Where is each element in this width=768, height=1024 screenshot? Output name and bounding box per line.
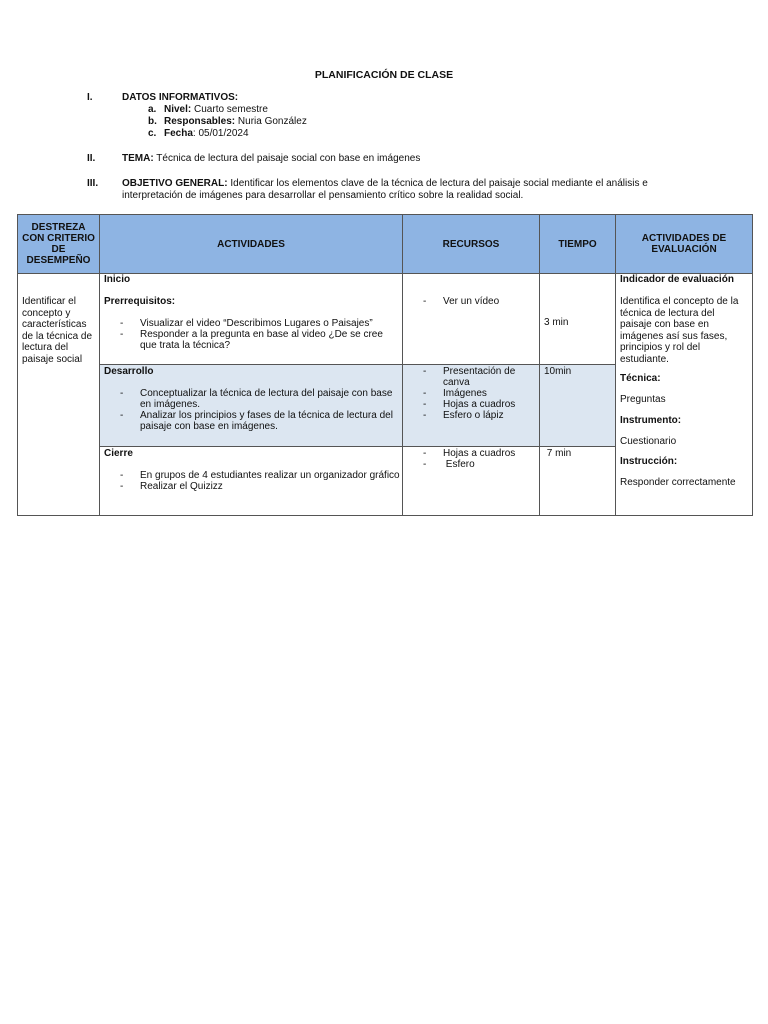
list-item: - Ver un vídeo [403,296,539,307]
evaluacion-cell [616,274,753,516]
datos-item-fecha [148,128,249,140]
header-evaluacion: ACTIVIDADES DE EVALUACIÓN [616,215,753,274]
section-heading: DATOS INFORMATIVOS: [122,92,239,103]
item-value: Cuarto semestre [191,104,268,115]
actividades-cell [100,274,403,516]
planning-table [17,214,753,516]
datos-item-responsables [148,116,307,128]
instruccion-label: Instrucción: [620,456,678,467]
indicador-text: Identifica el concepto de la técnica de lectura del paisaje con base en imágenes así sus fases, principios y rol del estudiante. [620,296,739,365]
item-label: Responsables: [164,116,236,127]
instrumento-label: Instrumento: [620,414,682,426]
datos-item-nivel [148,104,268,116]
document-title: PLANIFICACIÓN DE CLASE [314,69,454,81]
list-item: - Realizar el Quizizz [100,481,402,492]
section-number: I. [87,92,93,103]
prerrequisitos-label: Prerrequisitos: [104,296,176,307]
recursos-cierre [403,446,539,515]
tiempo-desarrollo-value: 10min [544,366,572,377]
destreza-cell [18,274,100,516]
header-tiempo: TIEMPO [540,215,616,274]
instruccion-value: Responder correctamente [620,477,736,488]
instrumento-value: Cuestionario [620,435,677,447]
header-actividades: ACTIVIDADES [100,215,403,274]
indicador-label: Indicador de evaluación [620,274,734,285]
header-destreza: DESTREZA CON CRITERIO DE DESEMPEÑO [18,215,100,274]
table-header-row [18,215,753,274]
item-value: : 05/01/2024 [192,128,249,139]
tiempo-inicio [540,274,615,364]
list-item: - Imágenes [403,388,539,399]
desarrollo-label: Desarrollo [104,366,154,377]
tiempo-cierre-value: 7 min [544,448,572,459]
item-letter: b. [148,116,157,127]
recursos-cell [403,274,540,516]
objetivo-value: Identificar los elementos clave de la técnica de lectura del paisaje social mediante el análisis e interpretación de imágenes para desarrollar el pensamiento crítico sobre la realidad social. [122,178,648,201]
item-value: Nuria González [235,116,307,127]
list-item: - Hojas a cuadros [403,399,539,410]
list-item: - Hojas a cuadros [403,448,539,459]
list-item: - En grupos de 4 estudiantes realizar un organizador gráfico [100,470,402,481]
item-label: Nivel: [164,104,192,115]
destreza-text: Identificar el concepto y características de la técnica de lectura del paisaje social [22,296,93,365]
tiempo-inicio-value: 3 min [544,317,569,328]
list-item: - Presentación de canva [403,366,539,388]
item-letter: a. [148,104,157,115]
inicio-label: Inicio [104,274,131,285]
list-item: - Esfero o lápiz [403,410,539,421]
tiempo-cell [540,274,616,516]
tiempo-cierre [540,446,615,515]
section-number: II. [87,153,96,164]
tecnica-value: Preguntas [620,394,666,405]
list-item: - Conceptualizar la técnica de lectura del paisaje con base en imágenes. [100,388,402,410]
item-letter: c. [148,128,157,139]
list-item: - Visualizar el video “Describimos Lugares o Paisajes” [100,318,402,329]
tecnica-label: Técnica: [620,373,661,384]
table-body-row [18,274,753,516]
tema-label: TEMA: [122,153,154,164]
tema-value: Técnica de lectura del paisaje social con base en imágenes [153,153,421,164]
objetivo-label: OBJETIVO GENERAL: [122,178,228,189]
list-item: - Responder a la pregunta en base al video ¿De se cree que trata la técnica? [100,329,402,351]
cierre-list [100,470,402,492]
recursos-inicio [403,274,539,364]
tiempo-desarrollo [540,364,615,446]
list-item: - Analizar los principios y fases de la técnica de lectura del paisaje con base en imágenes. [100,410,402,432]
section-number: III. [87,178,99,189]
recursos-cierre-list [403,447,539,470]
desarrollo-list [100,388,402,432]
inicio-block [100,274,402,364]
list-item: - Esfero [403,459,539,470]
desarrollo-block [100,364,402,446]
recursos-inicio-list [403,274,539,307]
recursos-desarrollo-list [403,365,539,421]
recursos-desarrollo [403,364,539,446]
inicio-list [100,318,402,351]
cierre-label: Cierre [104,448,133,459]
cierre-block [100,446,402,515]
item-label: Fecha [164,128,193,139]
header-recursos: RECURSOS [403,215,540,274]
